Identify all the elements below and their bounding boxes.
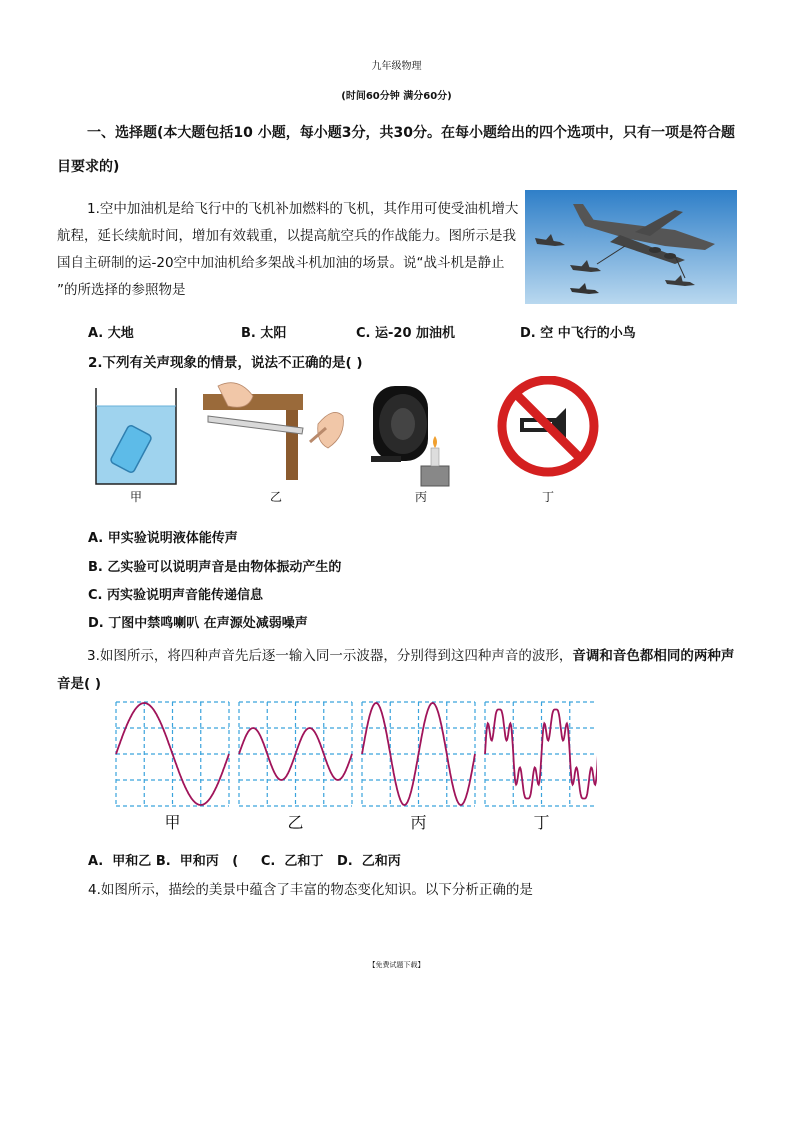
q1-option-b[interactable]: B. 太阳 (241, 326, 287, 341)
q2-option-a[interactable]: A. 甲实验说明液体能传声 (88, 531, 238, 546)
fig2-caption-bing: 丙 (414, 490, 428, 504)
question-2-title: 2.下列有关声现象的情景，说法不正确的是( ) (88, 355, 363, 371)
page-title: 九年级物理 (371, 61, 422, 72)
ruler-table-image (203, 383, 343, 480)
waveform-panel-bing (362, 702, 475, 832)
question-3-options[interactable]: A. 甲和乙 B. 甲和丙 ( C. 乙和丁 D. 乙和丙 (88, 854, 401, 869)
question-1-text: 1.空中加油机是给飞行中的飞机补加燃料的飞机，其作用可使受油机增大航程，延长续航时间，增加有效载重，以提高航空兵的作战能力。图所示是我国自主研制的运-20空中加油机给多架战斗机加油的场景。说“战斗机是静止 ”的所选择的参照物是 (57, 201, 519, 298)
waveform-caption-ding: 丁 (533, 813, 550, 832)
question-1-options (88, 318, 728, 344)
question-3-text (57, 642, 747, 698)
q2-option-c[interactable]: C. 丙实验说明声音能传递信息 (88, 588, 264, 603)
waveform-panel-jia (116, 702, 229, 832)
section-heading: 一、选择题(本大题包括10 小题，每小题3分，共30分。在每小题给出的四个选项中，只有一项是符合题目要求的) (57, 125, 735, 175)
no-horn-sign-icon (502, 380, 594, 472)
fig2-caption-ding: 丁 (541, 490, 555, 504)
waveform-caption-yi: 乙 (287, 813, 304, 832)
question-4-text: 4.如图所示，描绘的美景中蕴含了丰富的物态变化知识。以下分析正确的是 (88, 882, 533, 898)
fig2-caption-yi: 乙 (269, 490, 283, 504)
waveform-caption-bing: 丙 (410, 813, 427, 832)
q3-text-bold: 音调和音色都相同的两种声音是( ) (57, 648, 735, 692)
refueling-aircraft-image (525, 190, 737, 304)
q2-option-d[interactable]: D. 丁图中禁鸣喇叭 在声源处减弱噪声 (88, 616, 308, 631)
speaker-candle-image (371, 386, 449, 486)
page-subtitle: (时间60分钟 满分60分) (341, 91, 452, 102)
question-2-figure (88, 376, 618, 511)
waveform-caption-jia: 甲 (164, 813, 181, 832)
q1-option-c[interactable]: C. 运-20 加油机 (356, 326, 456, 341)
fig2-caption-jia: 甲 (129, 490, 143, 504)
page-footer: 【免费试题下载】 (368, 961, 425, 969)
q3-text-start: 3.如图所示，将四种声音先后逐一输入同一示波器，分别得到这四种声音的波形， (87, 648, 573, 664)
waveform-panel-yi (239, 702, 352, 832)
waveform-panel-ding (485, 702, 597, 832)
oscilloscope-waveforms-figure (112, 698, 597, 838)
q2-option-b[interactable]: B. 乙实验可以说明声音是由物体振动产生的 (88, 560, 342, 575)
q1-option-d[interactable]: D. 空 中飞行的小鸟 (520, 326, 636, 341)
water-tank-image (96, 388, 176, 484)
q1-option-a[interactable]: A. 大地 (88, 326, 134, 341)
